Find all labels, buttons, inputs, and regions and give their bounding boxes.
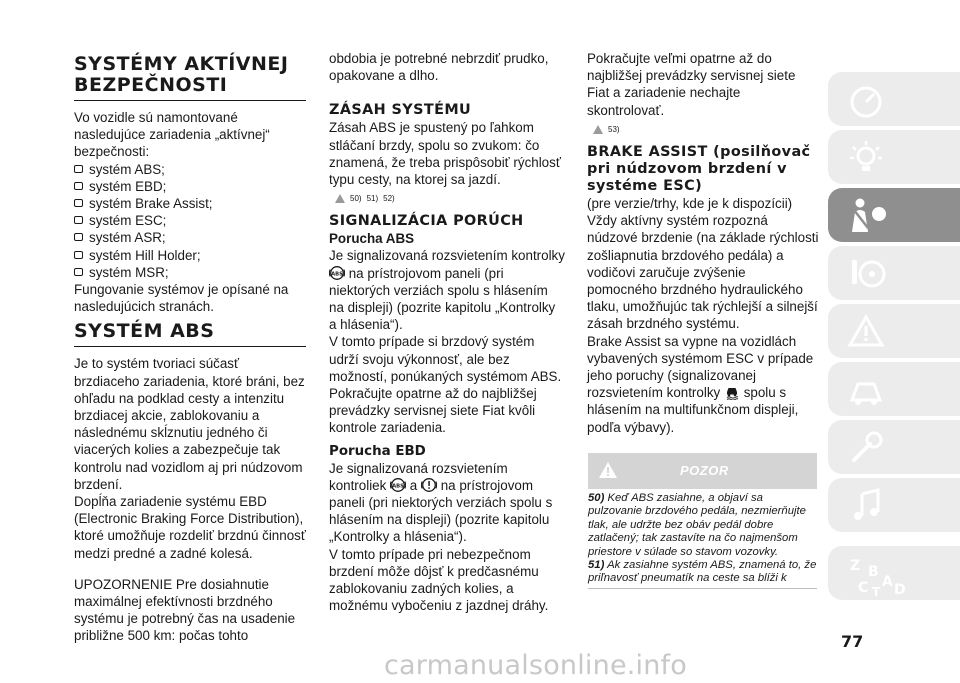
svg-text:ABS: ABS (392, 483, 404, 490)
list-item: systém Hill Holder; (74, 247, 306, 264)
systems-list (74, 161, 306, 281)
heading-abs: SYSTÉM ABS (74, 321, 306, 347)
ref-50: 50) (350, 194, 362, 204)
warning-triangle-icon (335, 194, 345, 203)
warning-triangle-icon (593, 125, 603, 134)
tab-safety[interactable] (828, 188, 960, 242)
note-text: Ak zasiahne systém ABS, znamená to, že priľnavosť pneumatík na ceste sa blíži k (588, 559, 817, 585)
brake-assist-p2a: Brake Assist sa vypne na vozidlách vybavených systémom ESC v prípade jeho poruchy (signalizovanej rozsvietením kontrolky (587, 333, 814, 401)
ref-53: 53) (608, 124, 620, 134)
heading-intervention: ZÁSAH SYSTÉMU (329, 102, 472, 119)
brake-assist-paragraph-2 (587, 333, 819, 436)
heading-ebd-fault: Porucha EBD (329, 443, 426, 459)
svg-text:D: D (894, 582, 906, 598)
abs-fault-b: na prístrojovom paneli (pri niektorých verziách spolu s hlásením na displeji) (pozrite kapitolu „Kontrolky a hlásenia“). (329, 265, 556, 333)
abs-fault-a: Je signalizovaná rozsvietením kontrolky (329, 248, 565, 264)
brake-warning-light-icon (421, 477, 437, 493)
column-1 (74, 54, 306, 645)
abs-paragraph-1: Je to systém tvoriaci súčasť brzdiaceho zariadenia, ktoré bráni, bez ohľadu na podklad cesty a intenzitu brzdiacej akcie, zablokovaniu a následnému skĺznutiu jedného či viacerých kolies a zabezpečuje tak kontrolu nad vozidlom aj pri núdzovom brzdení. (74, 356, 305, 492)
key-steering-icon (846, 254, 886, 294)
music-note-icon (846, 486, 886, 526)
note-50 (588, 492, 817, 559)
subheading-abs-fault: Porucha ABS (329, 231, 415, 247)
heading-active-safety: SYSTÉMY AKTÍVNEJ BEZPEČNOSTI (74, 54, 306, 101)
warning-triangle-icon (598, 461, 618, 479)
continued-text: Pokračujte veľmi opatrne až do najbližšej prevádzky servisnej siete Fiat a zariadenie nechajte skontrolovať. (587, 51, 796, 118)
outro-text: Fungovanie systémov je opísané na nasledujúcich stranách. (74, 282, 289, 315)
svg-text:A: A (882, 574, 893, 590)
ref-51: 51) (366, 194, 379, 204)
brake-assist-availability: (pre verzie/trhy, kde je k dispozícii) (587, 196, 793, 212)
brake-assist-p2b: spolu s hlásením na multifunkčnom displeji, podľa výbavy). (587, 385, 799, 435)
list-item: systém ESC; (74, 212, 306, 229)
warning-label: POZOR (680, 463, 729, 478)
abs-paragraph-3: UPOZORNENIE Pre dosiahnutie maximálnej efektívnosti brzdného systému je potrebný čas na usadenie približne 500 km: počas tohto (74, 576, 296, 644)
svg-text:T: T (872, 585, 881, 598)
watermark: carmanualsonline.info (384, 650, 687, 681)
note-51 (588, 559, 817, 586)
brake-assist-paragraph-1: Vždy aktívny systém rozpozná núdzové brzdenie (na základe rýchlosti zošliapnutia brzdového pedála) a vodičovi zaručuje zvýšenie pomocného brzdného hydraulického tlaku, umožňujúc tak rýchlejší a silnejší zásah brzdného systému. (587, 213, 819, 332)
warning-notes (588, 492, 817, 589)
dashboard-icon (846, 80, 886, 120)
heading-fault-signaling: SIGNALIZÁCIA PORÚCH (329, 213, 524, 230)
ebd-fault-b: na prístrojovom paneli (pri niektorých verziách spolu s hlásením na displeji) (pozrite kapitolu „Kontrolky a hlásenia“). (329, 477, 553, 545)
heading-brake-assist: BRAKE ASSIST (posilňovač pri núdzovom brzdení v systéme ESC) (587, 144, 811, 195)
tab-maintenance[interactable] (828, 420, 960, 474)
alphabet-index-icon (846, 554, 906, 598)
ebd-fault-c: V tomto prípade pri nebezpečnom brzdení môže dôjsť k predčasnému zablokovaniu zadných kolies, a možnému vybočeniu z jazdnej dráhy. (329, 546, 549, 614)
abs-paragraph-2: Dopĺňa zariadenie systému EBD (Electronic Braking Force Distribution), ktoré umožňuje rozdeliť brzdnú činnosť medzi predné a zadné kolesá. (74, 494, 306, 561)
abs-fault-c: V tomto prípade si brzdový systém udrží svoju výkonnosť, ale bez možností, ponúkaných systémom ABS. Pokračujte opatrne až do najbližšej prevádzky servisnej siete Fiat kvôli kontrole zariadenia. (329, 334, 562, 436)
seatbelt-airbag-icon (846, 196, 890, 236)
tab-start-drive[interactable] (828, 246, 960, 300)
svg-text:C: C (858, 580, 869, 596)
tab-warning-lights[interactable] (828, 304, 960, 358)
tab-multimedia[interactable] (828, 478, 960, 532)
note-number: 51) (588, 559, 605, 572)
warning-lights-icon (846, 312, 886, 352)
page-number: 77 (841, 632, 864, 651)
intro-text: Vo vozidle sú namontované nasledujúce zariadenia „aktívnej“ bezpečnosti: (74, 110, 270, 160)
list-item: systém MSR; (74, 264, 306, 281)
tab-index[interactable] (828, 546, 960, 600)
warning-refs (335, 190, 565, 207)
note-number: 50) (588, 492, 605, 504)
ref-52: 52) (383, 194, 395, 204)
column-2 (329, 50, 565, 614)
list-item: systém Brake Assist; (74, 195, 306, 212)
tab-emergency[interactable] (828, 362, 960, 416)
ebd-fault-a: Je signalizovaná rozsvietením kontroliek (329, 460, 508, 493)
intervention-text: Zásah ABS je spustený po ľahkom stláčaní brzdy, spolu so zvukom: čo znamená, že treba prispôsobiť rýchlosť typu cesty, na ktorej sa jazdí. (329, 120, 561, 188)
svg-text:ABS: ABS (331, 270, 343, 277)
list-item: systém ABS; (74, 161, 306, 178)
column-3 (587, 50, 819, 436)
warning-header (588, 453, 817, 489)
warning-refs (593, 121, 819, 138)
list-item: systém EBD; (74, 178, 306, 195)
esc-warning-light-icon (724, 384, 740, 400)
abs-warning-light-icon (329, 265, 345, 281)
tab-dashboard[interactable] (828, 72, 960, 126)
list-item: systém ASR; (74, 229, 306, 246)
continued-text: obdobia je potrebné nebrzdiť prudko, opakovane a dlho. (329, 51, 549, 84)
abs-warning-light-icon (390, 477, 406, 493)
note-text: Keď ABS zasiahne, a objaví sa pulzovanie brzdového pedála, nezmierňujte tlak, ale udržte bez obáv pedál dobre zatlačený; tak zastavíte na čo najmenšom priestore v súlade so stavom vozovky. (588, 492, 806, 558)
svg-text:Z: Z (850, 558, 861, 574)
svg-text:B: B (868, 564, 879, 580)
wrench-icon (846, 428, 886, 468)
abs-fault-text (329, 247, 565, 333)
emergency-icon (846, 370, 886, 410)
ebd-fault-text (329, 460, 565, 546)
light-bulb-icon (846, 138, 886, 178)
tab-lights[interactable] (828, 130, 960, 184)
ebd-and: a (409, 477, 418, 493)
